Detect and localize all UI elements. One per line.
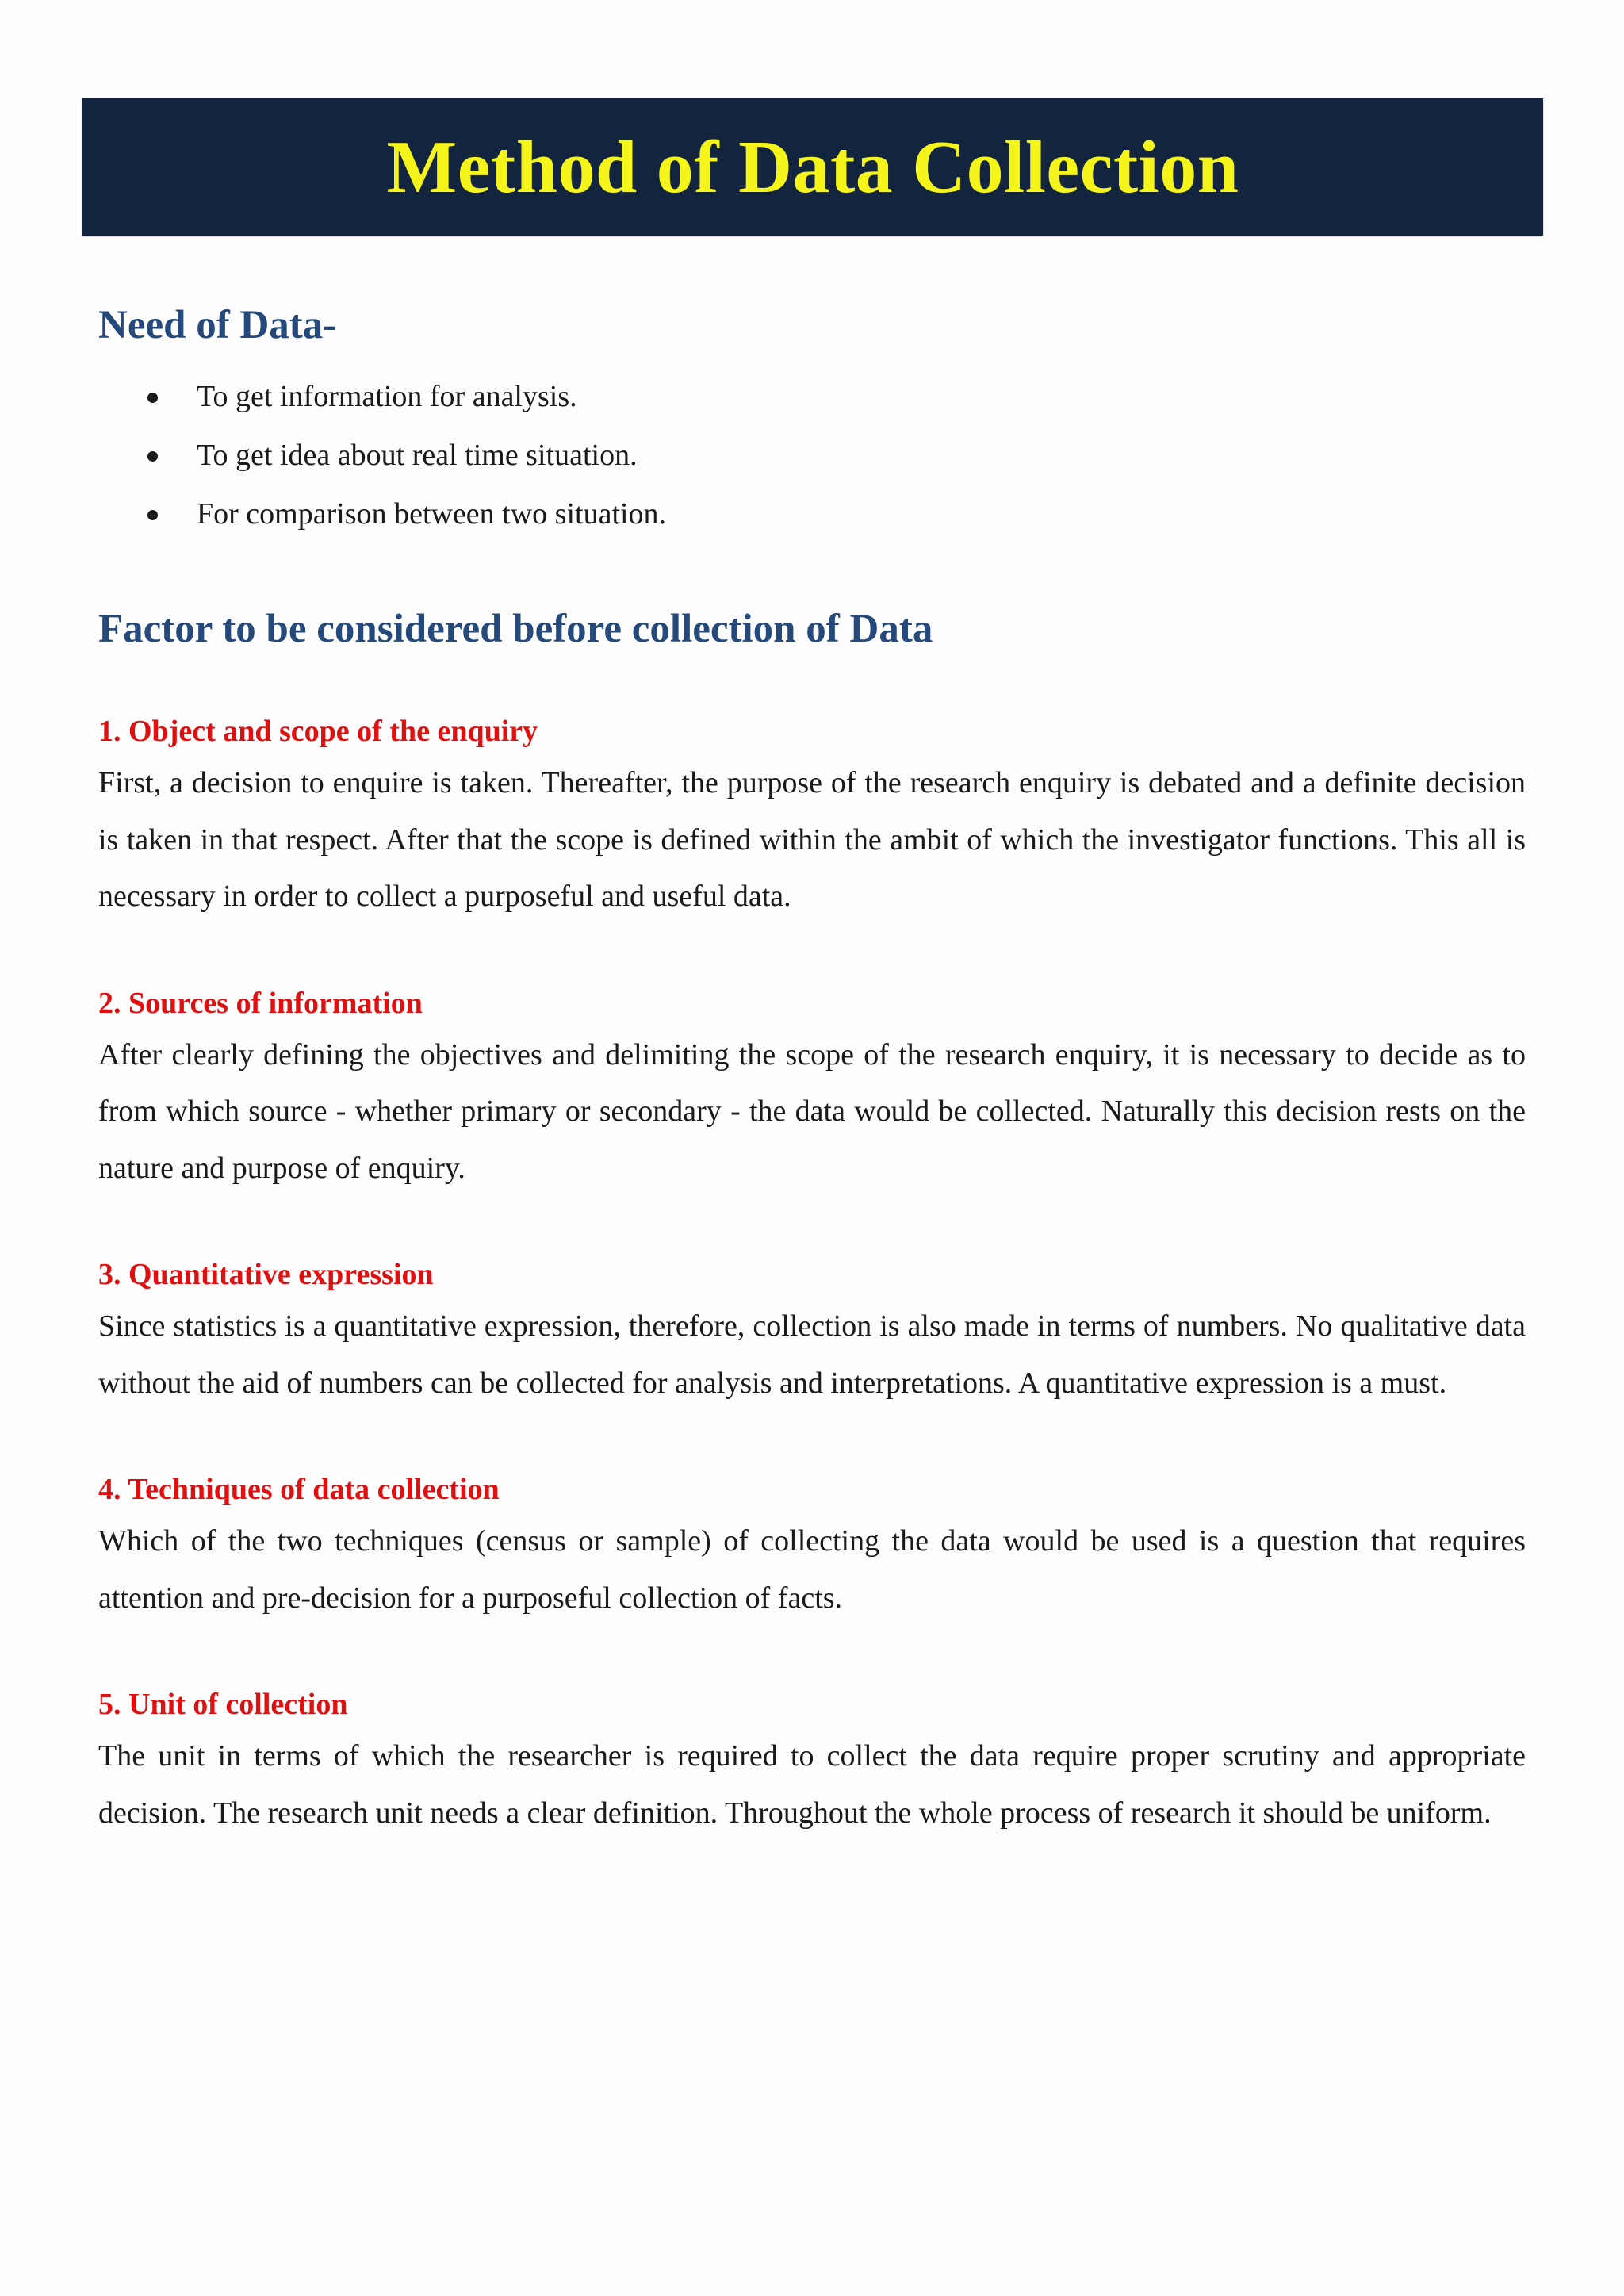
factor-paragraph: After clearly defining the objectives and delimiting the scope of the research enquiry, it is necessary to decide as to from which source - whether primary or secondary - the data would be collected. Naturally this decision rests on the nature and purpose of enquiry. <box>98 1037 1526 1185</box>
factor-title: 4. Techniques of data collection <box>98 1473 500 1507</box>
factor-paragraph: The unit in terms of which the researcher is required to collect the data require proper scrutiny and appropriate decision. The research unit needs a clear definition. Throughout the whole process of research it should be uniform. <box>98 1739 1526 1830</box>
list-item-text: To get idea about real time situation. <box>197 439 638 473</box>
title-banner <box>82 98 1543 236</box>
factor-title: 3. Quantitative expression <box>98 1258 434 1292</box>
document-body <box>98 301 1526 1895</box>
list-item-text: To get information for analysis. <box>197 380 577 414</box>
factor-paragraph: First, a decision to enquire is taken. Thereafter, the purpose of the research enquiry is debated and a definite decision is taken in that respect. After that the scope is defined within the ambit of which the investigator functions. This all is necessary in order to collect a purposeful and useful data. <box>98 766 1526 914</box>
factor-title: 2. Sources of information <box>98 986 423 1020</box>
bullet-icon <box>147 510 158 520</box>
factors-heading: Factor to be considered before collection of Data <box>98 607 933 652</box>
factor-unit-of-collection <box>98 1681 1526 1842</box>
list-item-text: For comparison between two situation. <box>197 497 667 531</box>
need-of-data-heading: Need of Data- <box>98 303 337 347</box>
factor-techniques-of-collection <box>98 1466 1526 1627</box>
factor-sources-of-information <box>98 979 1526 1198</box>
need-of-data-list <box>98 367 1526 543</box>
factor-paragraph: Since statistics is a quantitative expression, therefore, collection is also made in terms of numbers. No qualitative data without the aid of numbers can be collected for analysis and interpretations. A quantitative expression is a must. <box>98 1309 1526 1400</box>
factor-quantitative-expression <box>98 1251 1526 1412</box>
bullet-icon <box>147 393 158 403</box>
factor-object-and-scope <box>98 707 1526 926</box>
bullet-icon <box>147 451 158 462</box>
list-item <box>98 485 1526 543</box>
list-item <box>98 426 1526 485</box>
page-title: Method of Data Collection <box>386 125 1239 209</box>
factor-title: 1. Object and scope of the enquiry <box>98 715 538 749</box>
list-item <box>98 367 1526 426</box>
factor-title: 5. Unit of collection <box>98 1688 348 1722</box>
factor-paragraph: Which of the two techniques (census or sample) of collecting the data would be used is a question that requires attention and pre-decision for a purposeful collection of facts. <box>98 1524 1526 1615</box>
